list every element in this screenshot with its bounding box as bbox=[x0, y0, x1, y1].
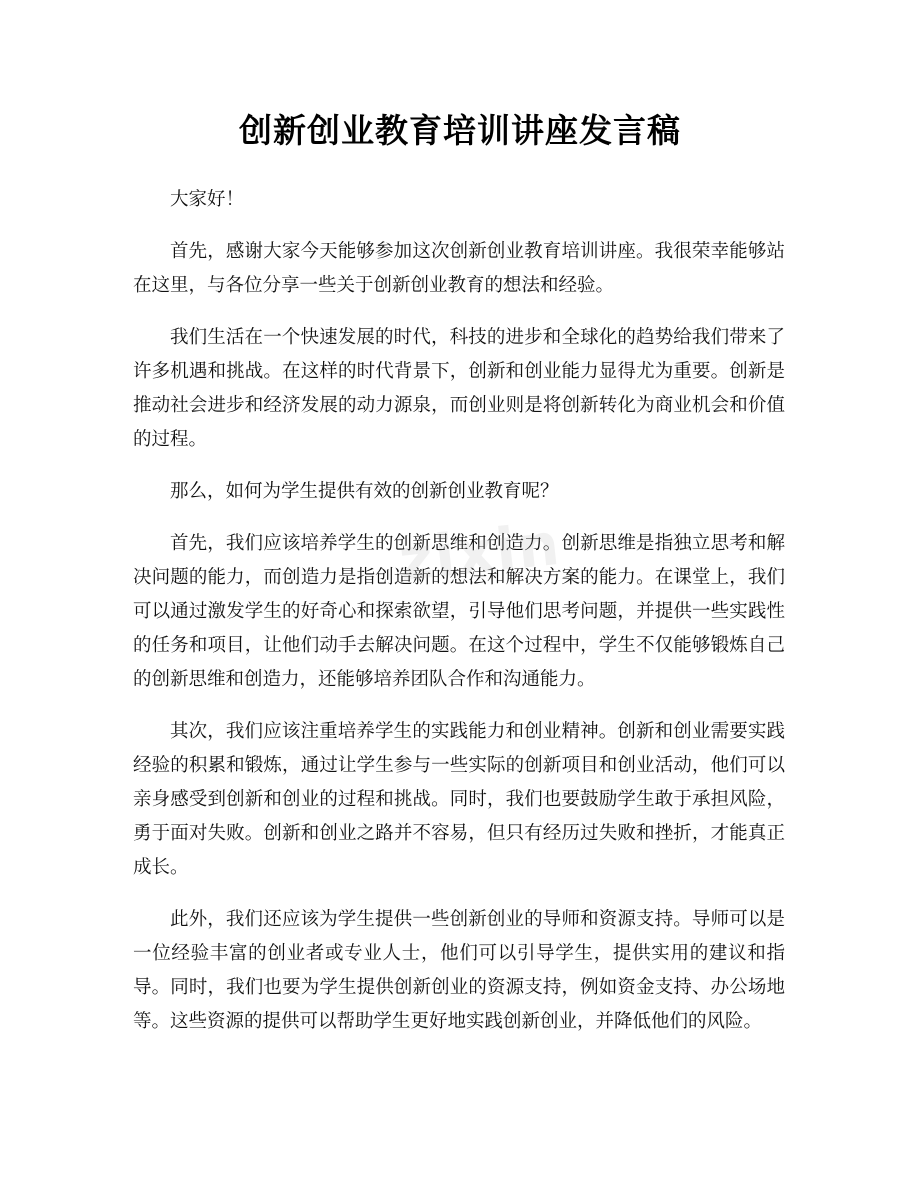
paragraph-question: 那么，如何为学生提供有效的创新创业教育呢？ bbox=[170, 481, 559, 502]
paragraph-thanks: 首先，感谢大家今天能够参加这次创新创业教育培训讲座。我很荣幸能够站在这里，与各位分享一些关于创新创业教育的想法和经验。 bbox=[133, 241, 785, 296]
document-title: 创新创业教育培训讲座发言稿 bbox=[239, 111, 681, 150]
watermark: zixin bbox=[395, 509, 565, 595]
paragraph-innovative-thinking: 首先，我们应该培养学生的创新思维和创造力。创新思维是指独立思考和解决问题的能力，而创造力是指创造新的想法和解决方案的能力。在课堂上，我们可以通过激发学生的好奇心和探索欲望，引导他们思考问题，并提供一些实践性的任务和项目，让他们动手去解决问题。在这个过程中，学生不仅能够锻炼自己的创新思维和创造力，还能够培养团队合作和沟通能力。 bbox=[133, 533, 785, 690]
paragraph-practice-ability: 其次，我们应该注重培养学生的实践能力和创业精神。创新和创业需要实践经验的积累和锻炼，通过让学生参与一些实际的创新项目和创业活动，他们可以亲身感受到创新和创业的过程和挑战。同时，我们也要鼓励学生敢于承担风险，勇于面对失败。创新和创业之路并不容易，但只有经历过失败和挫折，才能真正成长。 bbox=[133, 721, 785, 878]
paragraph-greeting: 大家好！ bbox=[170, 189, 245, 210]
paragraph-era-background: 我们生活在一个快速发展的时代，科技的进步和全球化的趋势给我们带来了许多机遇和挑战。在这样的时代背景下，创新和创业能力显得尤为重要。创新是推动社会进步和经济发展的动力源泉，而创业则是将创新转化为商业机会和价值的过程。 bbox=[133, 327, 785, 450]
paragraph-mentor-resources: 此外，我们还应该为学生提供一些创新创业的导师和资源支持。导师可以是一位经验丰富的创业者或专业人士，他们可以引导学生，提供实用的建议和指导。同时，我们也要为学生提供创新创业的资源支持，例如资金支持、办公场地等。这些资源的提供可以帮助学生更好地实践创新创业，并降低他们的风险。 bbox=[133, 909, 785, 1032]
document-body bbox=[133, 183, 785, 1057]
